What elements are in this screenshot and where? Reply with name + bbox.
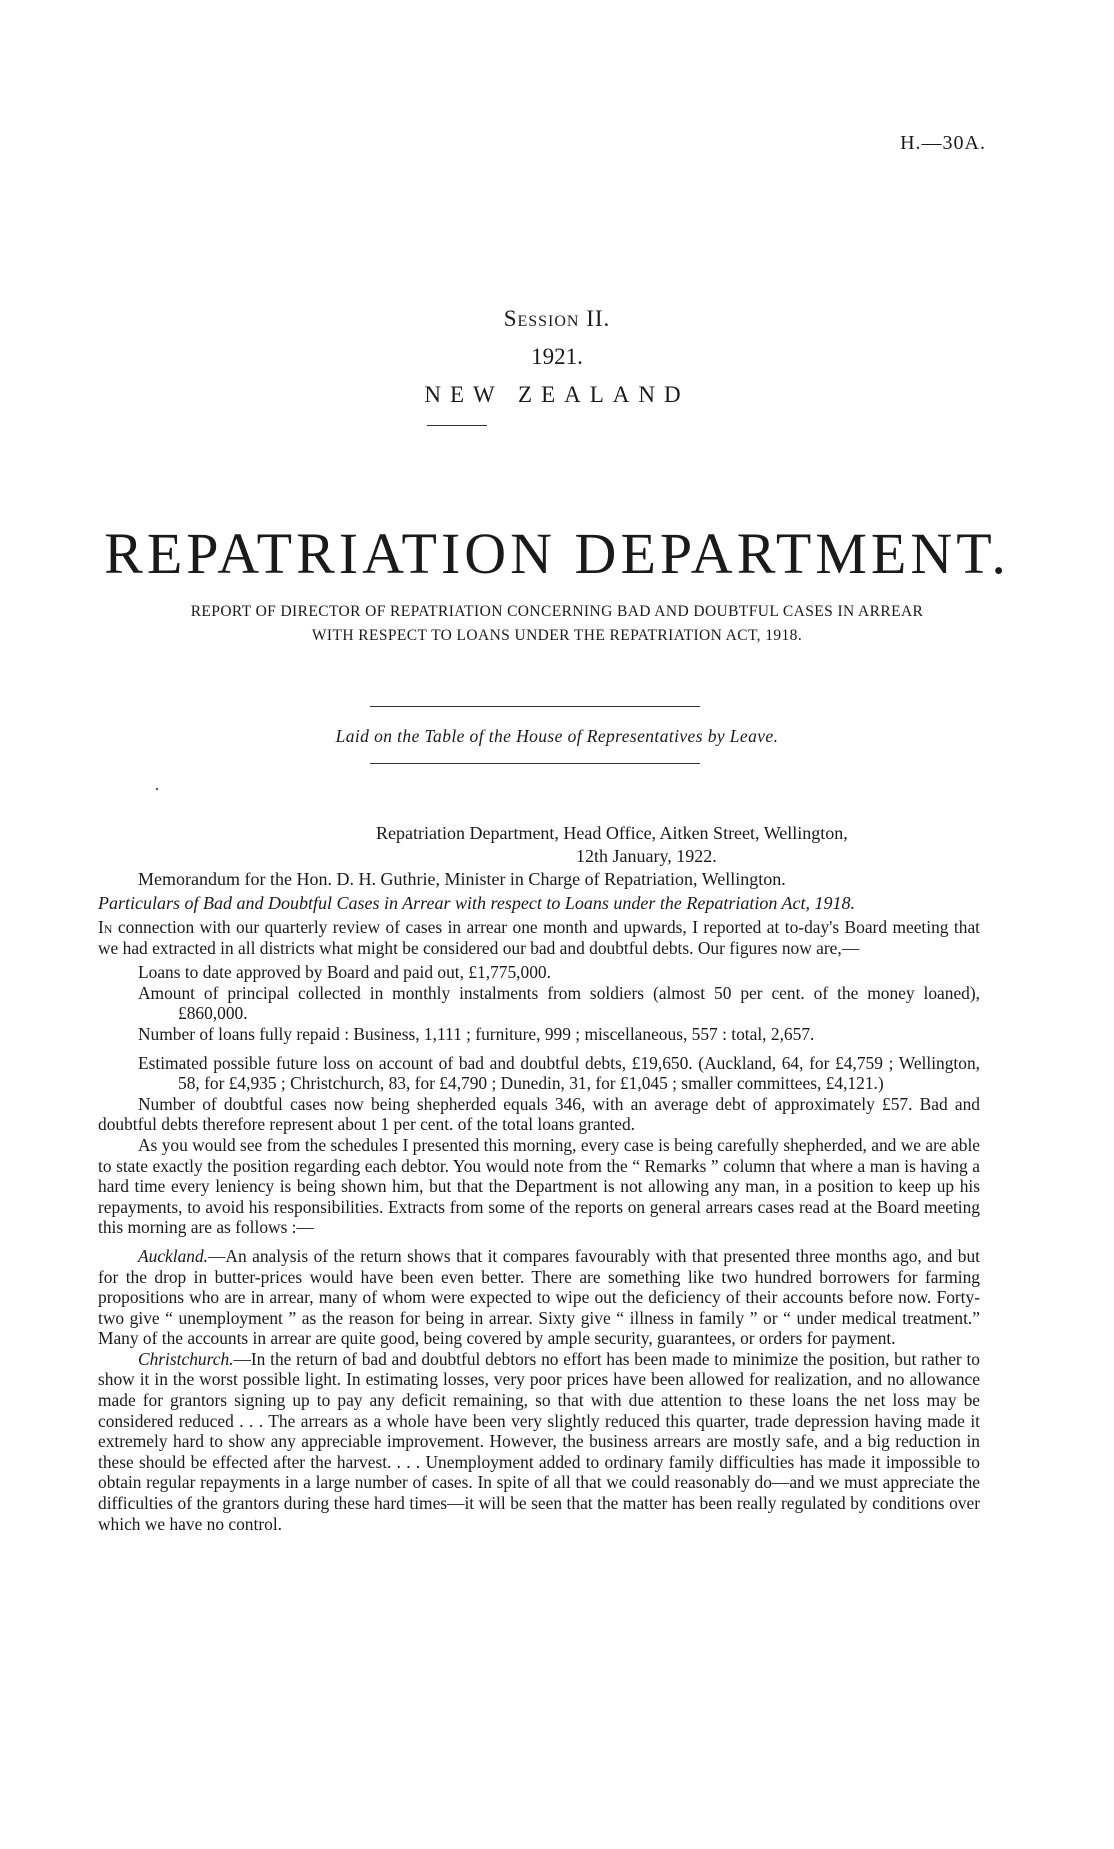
- intro-cap: In: [98, 917, 113, 937]
- auckland-label: Auckland.: [138, 1245, 209, 1266]
- address-date: 12th January, 1922.: [576, 846, 717, 866]
- figure-loans-approved: Loans to date approved by Board and paid out, £1,775,000.: [138, 962, 551, 983]
- figure-estimated-loss: Estimated possible future loss on account of bad and doubtful debts, £19,650. (Auckland, 64, for £4,759 ; Wellington, 58, for £4,935 ; Christchurch, 83, for £4,790 ; Dunedin, 31, for £1,045 ; smaller committees, £4,121.): [138, 1052, 980, 1094]
- address-line-1: Repatriation Department, Head Office, Aitken Street, Wellington,: [376, 823, 848, 843]
- subtitle-line-1: REPORT OF DIRECTOR OF REPATRIATION CONCERNING BAD AND DOUBTFUL CASES IN ARREAR: [190, 603, 924, 620]
- session-label: Session II.: [503, 306, 611, 331]
- letter-body: [98, 917, 980, 1534]
- christchurch-paragraph: [98, 1349, 980, 1534]
- schedules-paragraph: As you would see from the schedules I presented this morning, every case is being carefully shepherded, and we are able to state exactly the position regarding each debtor. You would note from the “ Remarks ” column that where a man is having a hard time every leniency is being shown him, but that the Department is not allowing any man, in a position to keep up his repayments, to avoid his responsibilities. Extracts from some of the reports on general arrears cases read at the Board meeting this morning are as follows :—: [98, 1134, 980, 1238]
- intro-paragraph: [98, 917, 980, 958]
- figure-principal-collected: Amount of principal collected in monthly instalments from soldiers (almost 50 per cent. of the money loaned), £860,000.: [138, 982, 980, 1024]
- paper-reference: H.—30A.: [900, 132, 986, 154]
- divider-below-laid: [370, 763, 700, 764]
- laid-on-table-note: Laid on the Table of the House of Representatives by Leave.: [335, 726, 779, 746]
- divider-above-laid: [370, 706, 700, 707]
- christchurch-label: Christchurch.: [138, 1348, 234, 1369]
- masthead-divider: [427, 425, 487, 426]
- doubtful-cases-paragraph: Number of doubtful cases now being shepherded equals 346, with an average debt of approximately £57. Bad and doubtful debts therefore represent about 1 per cent. of the total loans granted.: [98, 1093, 980, 1135]
- particulars-heading: Particulars of Bad and Doubtful Cases in Arrear with respect to Loans under the Repatriation Act, 1918.: [98, 893, 855, 913]
- report-title: REPATRIATION DEPARTMENT.: [104, 521, 1010, 586]
- auckland-paragraph: [98, 1246, 980, 1349]
- figure-loans-repaid: Number of loans fully repaid : Business, 1,111 ; furniture, 999 ; miscellaneous, 557 : total, 2,657.: [138, 1023, 815, 1044]
- speck-mark: [156, 788, 158, 790]
- country-label: NEW ZEALAND: [424, 382, 690, 407]
- year-label: 1921.: [531, 344, 583, 369]
- intro-text: connection with our quarterly review of cases in arrear one month and upwards, I reported at to-day's Board meeting that we had extracted in all districts what might be considered our bad and doubtful debts. Our figures now are,—: [98, 917, 980, 958]
- memorandum-line: Memorandum for the Hon. D. H. Guthrie, Minister in Charge of Repatriation, Wellington.: [138, 869, 786, 889]
- auckland-text: —An analysis of the return shows that it compares favourably with that presented three months ago, and but for the drop in butter-prices would have been even better. There are something like two hundred borrowers for farming propositions who are in arrear, many of whom were expected to wipe out the deficiency of their accounts before now. Forty-two give “ unemployment ” as the reason for being in arrear. Sixty give “ illness in family ” or “ under medical treatment.” Many of the accounts in arrear are quite good, being covered by ample security, guarantees, or orders for payment.: [98, 1245, 980, 1349]
- christchurch-text: —In the return of bad and doubtful debtors no effort has been made to minimize the position, but rather to show it in the worst possible light. In estimating losses, very poor prices have been allowed for realization, and no allowance made for grantors signing up to pay any deficit remaining, so that with due attention to these loans the net loss may be considered reduced . . . The arrears as a whole have been very slightly reduced this quarter, trade depression having made it extremely hard to show any appreciable improvement. However, the business arrears are mostly safe, and a big reduction in these should be effected after the harvest. . . . Unemployment added to ordinary family difficulties has made it impossible to obtain regular repayments in a large number of cases. In spite of all that we could reasonably do—and we must appreciate the difficulties of the grantors during these hard times—it will be seen that the matter has been really regulated by conditions over which we have no control.: [98, 1348, 980, 1534]
- report-subtitle: [0, 600, 1114, 648]
- subtitle-line-2: WITH RESPECT TO LOANS UNDER THE REPATRIATION ACT, 1918.: [311, 627, 803, 644]
